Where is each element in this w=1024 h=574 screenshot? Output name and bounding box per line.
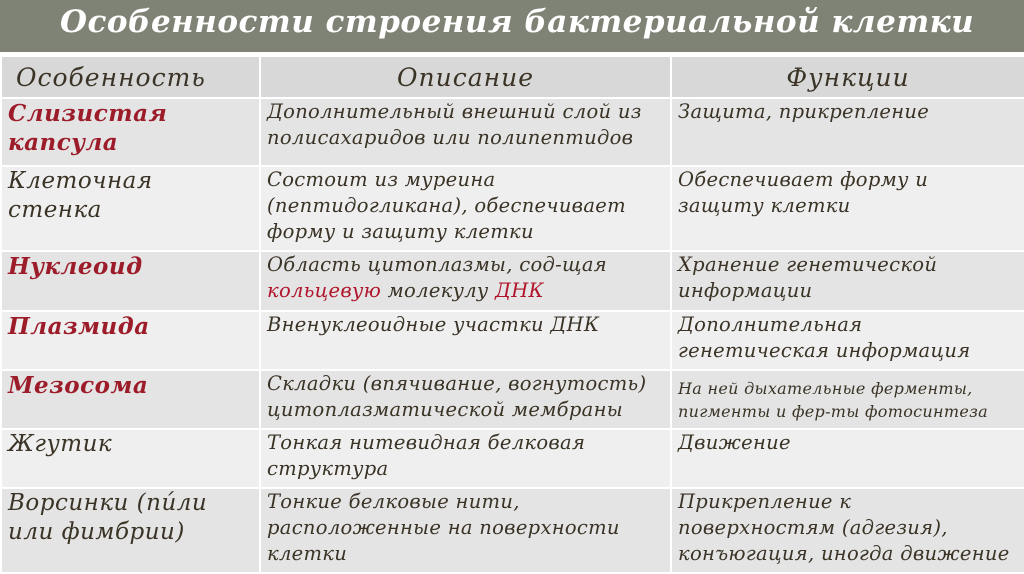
title-bar	[0, 0, 1024, 52]
function-cell	[671, 488, 1024, 573]
description-text: цитоплазматической мембраны	[267, 398, 623, 421]
table-row	[1, 98, 1024, 166]
feature-text: Нуклеоид	[8, 253, 143, 280]
function-text: Хранение генетической	[678, 253, 938, 276]
table-row	[1, 311, 1024, 370]
function-text: конъюгация, иногда движение	[678, 542, 1010, 565]
description-text: Складки (впячивание, вогнутость)	[267, 372, 647, 395]
description-text: Тонкая нитевидная белковая	[267, 431, 586, 454]
function-cell	[671, 429, 1024, 488]
description-fragment: молекулу	[381, 279, 496, 302]
function-text: генетическая информация	[678, 339, 971, 362]
description-text: полисахаридов или полипептидов	[267, 126, 634, 149]
table-row	[1, 370, 1024, 429]
description-cell	[260, 488, 671, 573]
description-text: (пептидогликана), обеспечивает	[267, 194, 626, 217]
function-cell	[671, 98, 1024, 166]
highlight-word: ДНК	[495, 279, 544, 302]
description-cell	[260, 251, 671, 311]
feature-text: Жгутик	[8, 431, 113, 457]
header-function: Функции	[671, 56, 1024, 98]
feature-text: Ворсинки (пи́ли	[8, 490, 208, 516]
highlight-word: кольцевую	[267, 279, 382, 302]
description-text: Тонкие белковые нити,	[267, 490, 520, 513]
feature-cell	[1, 251, 260, 311]
function-cell	[671, 166, 1024, 251]
description-text: клетки	[267, 542, 348, 565]
feature-cell	[1, 370, 260, 429]
features-table	[0, 55, 1024, 574]
description-cell	[260, 429, 671, 488]
function-cell	[671, 251, 1024, 311]
feature-text: Плазмида	[8, 313, 150, 340]
description-text: Дополнительный внешний слой из	[267, 100, 642, 123]
function-text: Прикрепление к	[678, 490, 852, 513]
table-row	[1, 429, 1024, 488]
description-cell	[260, 370, 671, 429]
description-text: Вненуклеоидные участки ДНК	[267, 313, 600, 336]
table-row	[1, 251, 1024, 311]
feature-cell	[1, 429, 260, 488]
description-text: расположенные на поверхности	[267, 516, 620, 539]
feature-text: Мезосома	[8, 372, 149, 399]
description-text: Область цитоплазмы, сод-щая	[267, 253, 607, 276]
feature-text: Слизистая	[8, 100, 168, 127]
function-text: информации	[678, 279, 813, 302]
feature-text: Клеточная	[8, 168, 153, 194]
function-text: Обеспечивает форму и	[678, 168, 929, 191]
description-text: структура	[267, 457, 389, 480]
function-text: Дополнительная	[678, 313, 863, 336]
header-feature: Особенность	[1, 56, 260, 98]
function-text: Защита, прикрепление	[678, 100, 930, 123]
table-row	[1, 166, 1024, 251]
function-cell	[671, 311, 1024, 370]
description-cell	[260, 98, 671, 166]
feature-cell	[1, 166, 260, 251]
feature-text: капсула	[8, 129, 119, 156]
description-text: форму и защиту клетки	[267, 220, 534, 243]
description-cell	[260, 311, 671, 370]
feature-cell	[1, 311, 260, 370]
header-description: Описание	[260, 56, 671, 98]
function-text: поверхностям (адгезия),	[678, 516, 948, 539]
description-text: Состоит из муреина	[267, 168, 496, 191]
feature-text: или фимбрии)	[8, 519, 185, 545]
description-cell	[260, 166, 671, 251]
table-row	[1, 488, 1024, 573]
page-title: Особенности строения бактериальной клетки	[60, 4, 975, 40]
feature-text: стенка	[8, 197, 102, 223]
function-text: пигменты и фер-ты фотосинтеза	[678, 402, 988, 421]
function-text: Движение	[678, 431, 791, 454]
description-text	[267, 278, 664, 304]
function-text: защиту клетки	[678, 194, 851, 217]
function-text: На ней дыхательные ферменты,	[678, 379, 973, 398]
feature-cell	[1, 488, 260, 573]
function-cell	[671, 370, 1024, 429]
header-row	[1, 56, 1024, 98]
feature-cell	[1, 98, 260, 166]
